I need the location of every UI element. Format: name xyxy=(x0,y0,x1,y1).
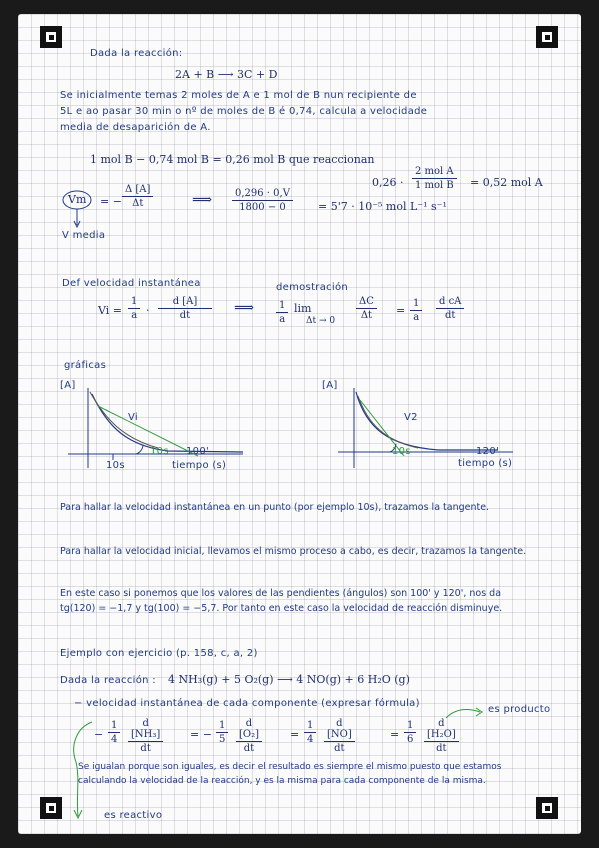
rate-term-deriv: $\frac{\text{d [NH₃]}}{dt}$ xyxy=(128,718,163,754)
calc-right-den: 1 mol B xyxy=(414,180,454,191)
left-tick-label: 10s xyxy=(106,460,125,471)
demo-one-2: 1 xyxy=(410,298,422,311)
vm-note: V media xyxy=(62,230,106,241)
vm-result: = 5'7 · 10⁻⁵ mol L⁻¹ s⁻¹ xyxy=(318,200,447,213)
calc-line: 1 mol B − 0,74 mol B = 0,26 mol B que reaccionan xyxy=(90,153,375,166)
paragraph-instant: Para hallar la velocidad instantánea en un punto (por ejemplo 10s), trazamos la tangente. xyxy=(60,502,490,513)
product-note: es producto xyxy=(488,704,551,715)
vm-frac-num: Δ [A] xyxy=(122,184,153,197)
reaction-equation: 2A + B ⟶ 3C + D xyxy=(175,68,278,81)
right-end-label: 120' xyxy=(476,446,500,457)
corner-marker-bottom-right xyxy=(536,797,558,819)
demo-coef-2 xyxy=(410,298,422,323)
vi-num: d [A] xyxy=(158,296,212,309)
rate-term-deriv: $\frac{\text{d [H₂O]}}{dt}$ xyxy=(424,718,459,754)
example-reaction-pre: Dada la reacción : xyxy=(60,675,156,686)
vi-den: dt xyxy=(179,310,191,321)
vm-val-num: 0,296 · 0,V xyxy=(232,188,293,201)
left-graph-ylabel: [A] xyxy=(60,380,76,391)
vm-fraction xyxy=(122,184,153,209)
calc-right-num: 2 mol A xyxy=(412,166,457,179)
calc-right-fraction xyxy=(412,166,457,191)
vm-expr-pre: = − xyxy=(100,195,122,208)
vm-label: Vm xyxy=(68,193,87,206)
demo-d-num: d cA xyxy=(436,296,464,309)
problem-line-1: Se inicialmente temas 2 moles de A e 1 mol de B nun recipiente de xyxy=(60,90,417,101)
rate-term-deriv: $\frac{\text{d [O₂]}}{dt}$ xyxy=(236,718,262,754)
example-bullet: − velocidad instantánea de cada componente (expresar fórmula) xyxy=(74,698,420,709)
right-tangent-label: 10s xyxy=(392,446,411,457)
rate-term-coef: $\frac{1}{4}$ xyxy=(304,720,316,745)
rate-term-sign: − xyxy=(94,728,104,741)
vi-coef-den: a xyxy=(131,310,138,321)
demo-a: a xyxy=(279,314,286,325)
corner-marker-top-right xyxy=(536,26,558,48)
left-curve-label: Vi xyxy=(128,412,138,423)
rate-term-sign: = − xyxy=(190,728,212,741)
vm-value-fraction xyxy=(232,188,293,213)
demo-d-den: dt xyxy=(444,310,456,321)
rate-expression xyxy=(90,718,510,754)
calc-right-post: = 0,52 mol A xyxy=(470,176,543,189)
demo-lim-sub: Δt → 0 xyxy=(306,316,336,326)
problem-title: Dada la reacción: xyxy=(90,48,183,59)
rate-term-coef: $\frac{1}{4}$ xyxy=(108,720,120,745)
vm-frac-den: Δt xyxy=(132,198,144,209)
vi-coef-num: 1 xyxy=(128,296,140,309)
demo-delta-fraction xyxy=(356,296,377,321)
vi-derivative xyxy=(158,296,212,321)
left-xlabel: tiempo (s) xyxy=(172,460,227,471)
demo-derivative xyxy=(436,296,464,321)
implies-arrow-2: ⟹ xyxy=(234,300,255,316)
vi-pre: Vi = xyxy=(98,304,122,317)
problem-line-2: 5L e ao pasar 30 min o nº de moles de B é 0,74, calcula a velocidade xyxy=(60,106,428,117)
demo-eq: = xyxy=(396,304,406,317)
vm-down-arrow xyxy=(73,209,83,231)
reactive-note: es reactivo xyxy=(104,810,163,821)
right-graph-ylabel: [A] xyxy=(322,380,338,391)
paragraph-slopes: En este caso si ponemos que los valores de las pendientes (ángulos) son 100' y 120', nos da tg(120) = −1,7 y tg(100) = −5,7. Por tanto en este caso la velocidad de reacción disminuye. xyxy=(60,588,503,614)
calc-right-pre: 0,26 · xyxy=(372,176,404,189)
rate-term-deriv: $\frac{d [NO]}{dt}$ xyxy=(324,718,355,754)
rate-term-sign: = xyxy=(390,728,400,741)
demo-one: 1 xyxy=(276,300,288,313)
demo-label: demostración xyxy=(276,282,349,293)
graphs-heading: gráficas xyxy=(64,360,107,371)
closing-paragraph: Se igualan porque son iguales, es decir el resultado es siempre el mismo puesto que estamos calculando la velocidad de la reacción, y es la misma para cada componente de la misma. xyxy=(78,762,502,786)
right-xlabel: tiempo (s) xyxy=(458,458,513,469)
left-tangent-label: 10s xyxy=(150,446,169,457)
paragraph-initial: Para hallar la velocidad inicial, llevamos el mismo proceso a cabo, es decir, trazamos la tangente. xyxy=(60,546,527,557)
example-reaction: 4 NH₃(g) + 5 O₂(g) ⟶ 4 NO(g) + 6 H₂O (g) xyxy=(168,673,410,686)
vi-coef-fraction xyxy=(128,296,140,321)
demo-delta-num: ΔC xyxy=(356,296,377,309)
def-instant-label: Def velocidad instantánea xyxy=(62,278,201,289)
demo-a-2: a xyxy=(413,312,420,323)
demo-coef xyxy=(276,300,288,325)
rate-term-sign: = xyxy=(290,728,300,741)
vi-dot: · xyxy=(146,304,150,317)
demo-delta-den: Δt xyxy=(360,310,373,321)
example-heading: Ejemplo con ejercicio (p. 158, c, a, 2) xyxy=(60,648,258,659)
rate-term-coef: $\frac{1}{6}$ xyxy=(404,720,416,745)
rate-term-coef: $\frac{1}{5}$ xyxy=(216,720,228,745)
left-end-label: 100' xyxy=(186,446,210,457)
corner-marker-bottom-left xyxy=(40,797,62,819)
vm-val-den: 1800 − 0 xyxy=(239,202,286,213)
corner-marker-top-left xyxy=(40,26,62,48)
right-curve-label: V2 xyxy=(404,412,418,423)
implies-arrow: ⟹ xyxy=(192,192,213,208)
problem-line-3: media de desaparición de A. xyxy=(60,122,211,133)
demo-lim: lim xyxy=(294,302,312,315)
